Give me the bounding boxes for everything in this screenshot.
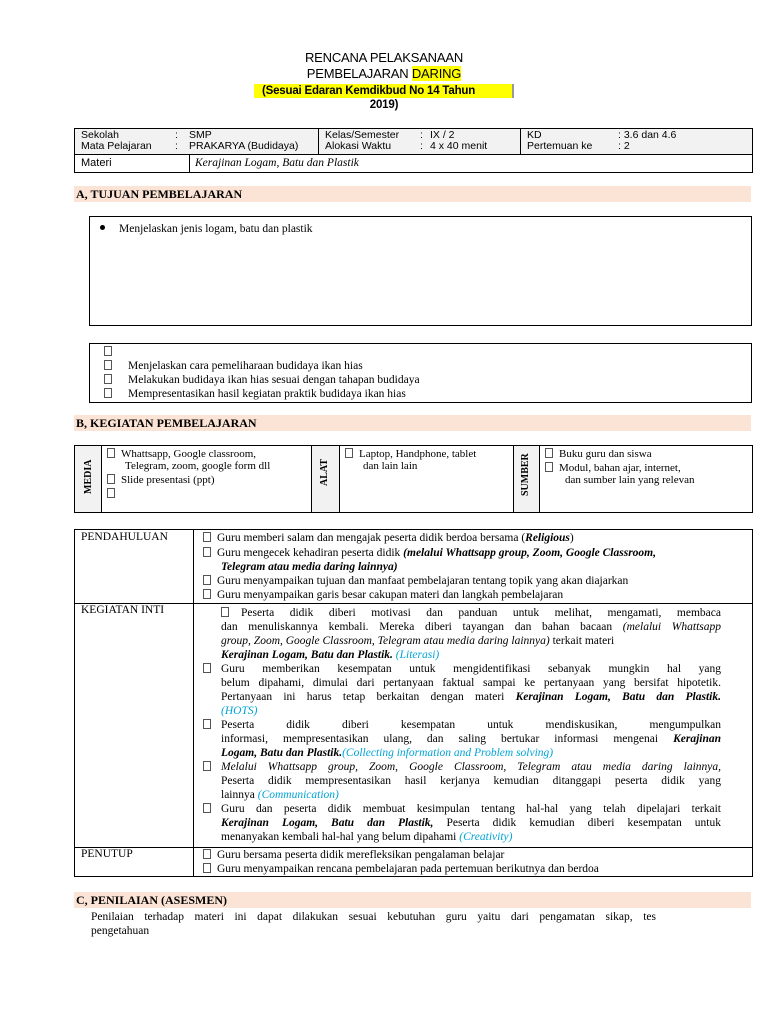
bullet-icon: [104, 360, 112, 370]
assessment-text: Penilaian terhadap materi ini dapat dilakukan sesuai kebutuhan guru yaitu dari pengamatan sikap, tes pengetahuan: [91, 911, 656, 937]
bullet-icon: [203, 718, 217, 732]
inti-item-1-cont: dan menuliskannya kembali. Mereka diberi tayangan dan bahan bacaan (melalui Whattsapp group, Zoom, Google Classroom, Telegram atau media daring lainnya) terkait materi Kerajinan Logam, Batu dan Plastik. (Literasi): [221, 621, 721, 661]
materi-value: Kerajinan Logam, Batu dan Plastik: [195, 157, 359, 169]
objective-item: Menjelaskan jenis logam, batu dan plastik: [100, 222, 313, 236]
objective-box: [89, 216, 752, 326]
colon: :: [175, 140, 178, 152]
media-label: MEDIA: [83, 459, 94, 494]
divider: [539, 446, 540, 512]
divider: [318, 129, 319, 154]
penutup-label: PENUTUP: [81, 848, 133, 860]
activities-table: [74, 529, 753, 877]
bullet-icon: [203, 802, 217, 816]
bullet-icon: [221, 606, 235, 620]
section-c-heading: C, PENILAIAN (ASESMEN): [74, 892, 751, 908]
bullet-icon: [203, 760, 217, 774]
media-item: Whattsapp, Google classroom,: [107, 448, 256, 460]
alat-label: ALAT: [319, 458, 330, 486]
list-item: Guru menyampaikan tujuan dan manfaat pembelajaran tentang topik yang akan diajarkan: [203, 574, 628, 588]
section-a-heading: A, TUJUAN PEMBELAJARAN: [74, 186, 751, 202]
divider: [193, 530, 194, 876]
bullet-icon: [345, 448, 353, 458]
divider: [339, 446, 340, 512]
divider: [513, 446, 514, 512]
inti-item-1: Peserta didik diberi motivasi dan panduan untuk melihat, mengamati, membaca: [241, 607, 721, 619]
kelas-label: Kelas/Semester: [325, 129, 400, 141]
bullet-icon: [545, 448, 553, 458]
kd-value: : 3.6 dan 4.6: [618, 129, 677, 141]
mapel-label: Mata Pelajaran: [81, 140, 152, 152]
alat-item: dan lain lain: [363, 460, 418, 472]
media-table: [74, 445, 753, 513]
pertemuan-value: : 2: [618, 140, 630, 152]
colon: :: [420, 129, 423, 141]
divider: [101, 446, 102, 512]
year-line: 2019): [369, 99, 399, 111]
mapel-value: PRAKARYA (Budidaya): [189, 140, 299, 152]
colon: :: [420, 140, 423, 152]
title-line-2: PEMBELAJARAN DARING: [306, 66, 462, 81]
kd-label: KD: [527, 129, 542, 141]
bullet-icon: [104, 374, 112, 384]
bullet-icon: [203, 547, 211, 557]
bullet-icon: [203, 863, 211, 873]
list-item: Mempresentasikan hasil kegiatan praktik budidaya ikan hias: [104, 387, 406, 401]
list-item: Menjelaskan cara pemeliharaan budidaya ikan hias: [104, 359, 363, 373]
inti-item-3: Peserta didik diberi kesempatan untuk mendiskusikan, mengumpulkan informasi, mempresentasikan ulang, dan saling bertukar informasi mengenai Kerajinan Logam, Batu dan Plastik.(Collecting information and Problem solving): [221, 719, 721, 759]
bullet-icon: [203, 532, 211, 542]
sumber-label: SUMBER: [520, 453, 531, 496]
sumber-item: Modul, bahan ajar, internet,: [545, 462, 681, 474]
bullet-icon: [100, 225, 105, 230]
list-item: Guru bersama peserta didik merefleksikan pengalaman belajar: [203, 848, 504, 862]
title-line-1: RENCANA PELAKSANAAN: [304, 50, 464, 65]
list-item: Guru menyampaikan garis besar cakupan materi dan langkah pembelajaran: [203, 588, 563, 602]
bullet-icon: [104, 346, 112, 356]
divider: [189, 154, 190, 172]
list-item: Guru memberi salam dan mengajak peserta didik berdoa bersama (Religious): [203, 531, 574, 545]
section-b-heading: B, KEGIATAN PEMBELAJARAN: [74, 415, 751, 431]
identity-table: [74, 128, 753, 173]
bullet-icon: [203, 662, 217, 676]
list-item-cont: Telegram atau media daring lainnya): [221, 561, 398, 573]
alat-item: Laptop, Handphone, tablet: [345, 448, 476, 460]
list-item: Guru menyampaikan rencana pembelajaran pada pertemuan berikutnya dan berdoa: [203, 862, 599, 876]
bullet-icon: [104, 388, 112, 398]
divider: [311, 446, 312, 512]
sekolah-value: SMP: [189, 129, 212, 141]
pertemuan-label: Pertemuan ke: [527, 140, 593, 152]
bullet-icon: [203, 575, 211, 585]
list-item: [104, 345, 118, 359]
divider: [75, 603, 752, 604]
alokasi-value: 4 x 40 menit: [430, 140, 488, 152]
sekolah-label: Sekolah: [81, 129, 119, 141]
media-item: Telegram, zoom, google form dll: [125, 460, 271, 472]
sumber-item: dan sumber lain yang relevan: [565, 474, 695, 486]
inti-item-2: Guru memberikan kesempatan untuk mengidentifikasi sebanyak mungkin hal yang belum dipahami, dimulai dari pertanyaan faktual sampai ke pertanyaan yang bersifat hipotetik. Pertanyaan ini harus tetap berkaitan dengan materi Kerajinan Logam, Batu dan Plastik. (HOTS): [221, 663, 721, 717]
bullet-icon: [545, 462, 553, 472]
extra-objectives-box: [89, 343, 752, 403]
list-item: Guru mengecek kehadiran peserta didik (melalui Whattsapp group, Zoom, Google Classroom,: [203, 546, 656, 560]
sumber-item: Buku guru dan siswa: [545, 448, 652, 460]
list-item: Melakukan budidaya ikan hias sesuai dengan tahapan budidaya: [104, 373, 420, 387]
inti-label: KEGIATAN INTI: [81, 604, 165, 616]
alokasi-label: Alokasi Waktu: [325, 140, 392, 152]
kelas-value: IX / 2: [430, 129, 455, 141]
inti-item-5: Guru dan peserta didik membuat kesimpulan tentang hal-hal yang telah dipelajari terkait Kerajinan Logam, Batu dan Plastik, Peserta didik kemudian diberi kesempatan untuk menanyakan kembali hal-hal yang belum dipahami (Creativity): [221, 803, 721, 843]
divider: [520, 129, 521, 154]
pendahuluan-label: PENDAHULUAN: [81, 531, 168, 543]
document-header: [0, 50, 768, 112]
media-item: [107, 488, 121, 500]
bullet-icon: [203, 849, 211, 859]
bullet-icon: [107, 474, 115, 484]
circular-reference: (Sesuai Edaran Kemdikbud No 14 Tahun: [254, 84, 514, 98]
media-item: Slide presentasi (ppt): [107, 474, 214, 486]
materi-label: Materi: [81, 157, 112, 169]
bullet-icon: [107, 448, 115, 458]
daring-highlight: DARING: [411, 66, 462, 81]
colon: :: [175, 129, 178, 141]
inti-item-4: Melalui Whattsapp group, Zoom, Google Classroom, Telegram atau media daring lainnya, Peserta didik mempresentasikan hasil kerjanya kemudian ditanggapi peserta didik yang lainnya (Communication): [221, 761, 721, 801]
bullet-icon: [203, 589, 211, 599]
bullet-icon: [107, 488, 115, 498]
